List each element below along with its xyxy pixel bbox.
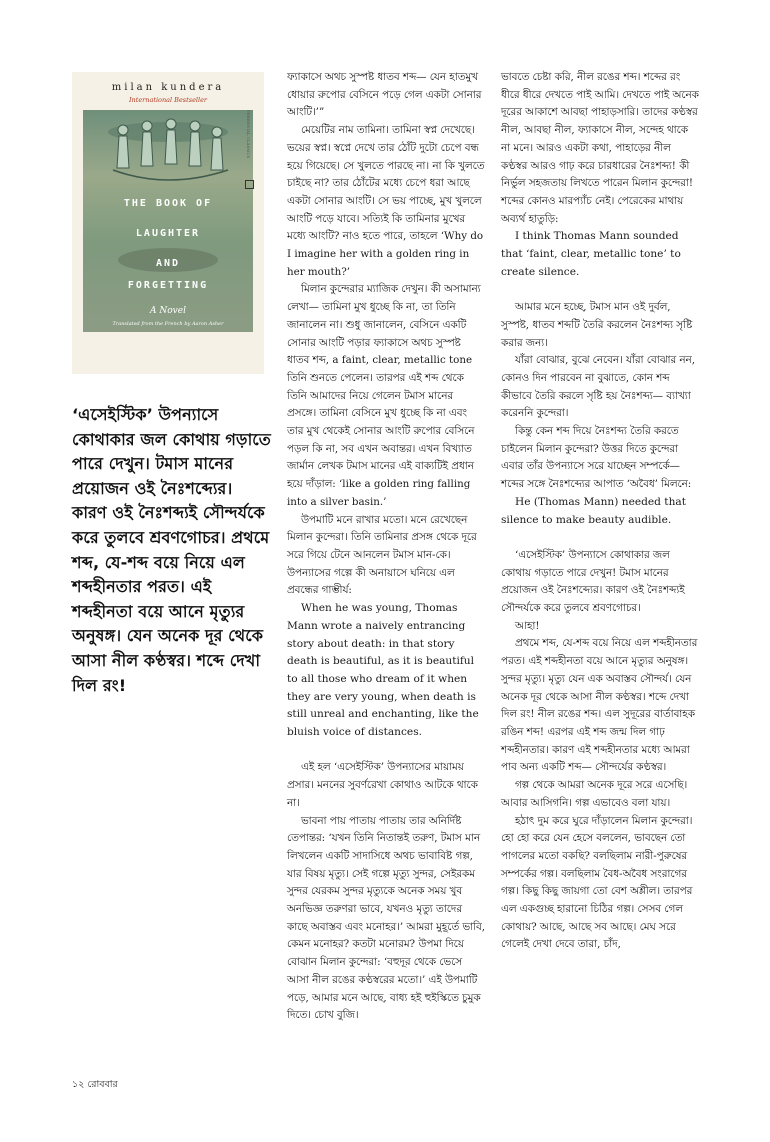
col1-paragraph-4: উপমাটি মনে রাখার মতো। মনে রেখেছেন মিলান কুন্দেরা। তিনি তামিনার প্রসঙ্গ থেকে দূরে সরে গিয়ে টেনে আনলেন টমাস মান-কে। উপন্যাসের গল্পে কী অনায়াসে ঘনিয়ে এল প্রবন্ধের গাম্ভীর্য:	[287, 513, 477, 597]
cover-title-line2: LAUGHTER	[135, 228, 201, 239]
cover-translator: Translated from the French by Aaron Asher	[112, 321, 224, 327]
col1-paragraph-6: এই হল ‘এসেইস্টিক’ উপন্যাসের মায়াময় প্রসার। মননের সুবর্ণরেখা কোথাও আটকে থাকে না।	[287, 761, 478, 809]
publisher-logo-icon	[245, 180, 254, 189]
col2-paragraph-8: আহা!	[515, 619, 540, 632]
cover-tagline: International Bestseller	[128, 96, 208, 104]
cover-title-line3: AND	[155, 258, 181, 269]
col2-paragraph-4: যাঁরা বোঝার, বুঝে নেবেন। যাঁরা বোঝার নন, কোনও দিন পারবেন না বুঝাতে, কোন শব্দ কীভাবে তৈরি করলে সৃষ্টি হয় নৈঃশব্দ্য— ব্যাখ্যা করেননি কুন্দেরা।	[501, 354, 695, 420]
cover-subtitle: A Novel	[150, 306, 186, 316]
cover-author: milan kundera	[111, 82, 225, 93]
book-cover-image	[72, 72, 264, 374]
col2-paragraph-3: আমার মনে হচ্ছে, টমাস মান ওই দুর্বল, সুস্পষ্ট, ধাতব শব্দটি তৈরি করলেন নৈঃশব্দ্য সৃষ্টি করার জন্য।	[501, 301, 693, 349]
article-column-1	[287, 69, 485, 1025]
pull-quote: ‘এসেইস্টিক’ উপন্যাসে কোথাকার জল কোথায় গড়াতে পারে দেখুন। টমাস মানের প্রয়োজন ওই নৈঃশব্দ্যের। কারণ ওই নৈঃশব্দ্যই সৌন্দর্যকে করে তুলবে শ্রবণগোচর। প্রথমে শব্দ, যে-শব্দ বয়ে নিয়ে এল শব্দহীনতার পরত। এই শব্দহীনতা বয়ে আনে মৃত্যুর অনুষঙ্গ। যেন অনেক দূর থেকে আসা নীল কণ্ঠস্বর। শব্দে দেখা দিল রং!	[72, 405, 271, 695]
col1-paragraph-7: ভাবনা পায় পাতায় পাতায় তার অনির্দিষ্ট তেপান্তর: ‘যখন তিনি নিতান্তই তরুণ, টমাস মান লিখলেন একটি সাদাসিধে অথচ ভাবাবিষ্ট গল্প, যার বিষয় মৃত্যু। সেই গল্পে মৃত্যু সুন্দর, সেইরকম সুন্দর যেরকম সুন্দর মৃত্যুকে অনেক সময় খুব অনভিজ্ঞ তরুণরা ভাবে, যখনও মৃত্যু তাদের কাছে অবাস্তব এবং মনোহর।’ আমরা মুহূর্তে ভাবি, কেমন মনোহর? কতটা মনোরম? উপমা দিয়ে বোঝান মিলান কুন্দেরা: ‘বহুদূর থেকে ভেসে আসা নীল রঙের কণ্ঠস্বরের মতো।’ এই উপমাটি পড়ে, আমার মনে আছে, বাধ্য হই হুইস্কিতে চুমুক দিতে। চোখ বুজি।	[287, 814, 485, 1022]
col1-paragraph-1: ফ্যাকাসে অথচ সুস্পষ্ট ধাতব শব্দ— যেন হাতমুখ ধোয়ার রুপোর বেসিনে পড়ে গেল একটা সোনার আংটি।’”	[287, 71, 482, 119]
cover-art	[83, 110, 253, 332]
col2-paragraph-9: প্রথমে শব্দ, যে-শব্দ বয়ে নিয়ে এল শব্দহীনতার পরত। এই শব্দহীনতা বয়ে আনে মৃত্যুর অনুষঙ্গ। সুন্দর মৃত্যু। মৃত্যু যেন এক অবাস্তব সৌন্দর্য। যেন অনেক দূর থেকে আসা নীল কণ্ঠস্বর। শব্দে দেখা দিল রং! নীল রঙের শব্দ। এল সুদূরের বার্তাবাহক রঙিন শব্দ! এরপর এই শব্দ জন্ম দিল গাঢ় শব্দহীনতার। কারণ এই শব্দহীনতার মধ্যে আমরা পাব অন্য একটি শব্দ— সৌন্দর্যের কণ্ঠস্বর।	[501, 637, 698, 774]
col2-paragraph-10: গল্প থেকে আমরা অনেক দূরে সরে এসেছি। আবার আসিগনি। গল্প এভাবেও বলা যায়।	[501, 779, 688, 809]
col1-paragraph-3: মিলান কুন্দেরার ম্যাজিক দেখুন। কী অসামান্য লেখা— তামিনা মুখ ধুচ্ছে কি না, তা তিনি জানালেন না। শুধু জানালেন, বেসিনে একটি সোনার আংটি পড়ার ফ্যাকাসে অথচ সুস্পষ্ট ধাতব শব্দ, a faint, clear, metallic tone তিনি শুনতে পেলেন। তারপর এই শব্দ থেকে তিনি আমাদের নিয়ে গেলেন টমাস মানের প্রসঙ্গে। তামিনা বেসিনে মুখ ধুচ্ছে কি না এবং তার মুখ থেকেই সোনার আংটি রুপোর বেসিনে পড়ল কি না, সব এখন অবান্তর। এখন বিখ্যাত জার্মান লেখক টমাস মানের এই বাক্যটিই প্রধান হয়ে দাঁড়াল: ‘like a golden ring falling into a silver basin.’	[287, 283, 481, 508]
col1-paragraph-2: মেয়েটির নাম তামিনা। তামিনা স্বপ্ন দেখেছে। ভয়ের স্বপ্ন। স্বপ্নে দেখে তার ঠোঁট দুটো চেপে বন্ধ হয়ে গিয়েছে। সে খুলতে পারছে না। না কি খুলতে চাইছে না? তার ঠোঁটের মধ্যে চেপে ধরা আছে একটা সোনার আংটি। সে ভয় পাচ্ছে, মুখ খুললে আংটি পড়ে যাবে। সত্যিই কি তামিনার মুখের মধ্যে আংটি? নাও হতে পারে, তাহলে ‘Why do I imagine her with a golden ring in her mouth?’	[287, 124, 485, 278]
col2-paragraph-7: ‘এসেইস্টিক’ উপন্যাসে কোথাকার জল কোথায় গড়াতে পারে দেখুন! টমাস মানের প্রয়োজন ওই নৈঃশব্দ্যের। কারণ ওই নৈঃশব্দ্যই সৌন্দর্যকে করে তুলবে শ্রবণগোচর।	[501, 548, 685, 615]
cover-title-line4: FORGETTING	[127, 280, 209, 291]
col2-english-quote-2: He (Thomas Mann) needed that silence to make beauty audible.	[501, 495, 686, 526]
cover-title-line1: THE BOOK OF	[123, 198, 213, 209]
col2-paragraph-5: কিন্তু কেন শব্দ দিয়ে নৈঃশব্দ্য তৈরি করতে চাইলেন মিলান কুন্দেরা? উত্তর দিতে কুন্দেরা এবার তাঁর উপন্যাসে সরে যাচ্ছেন সম্পর্কে— শব্দের সঙ্গে নৈঃশব্দ্যের আপাত ‘অবৈধ’ মিলনে:	[501, 425, 692, 491]
col2-paragraph-11: হঠাৎ দুম করে ঘুরে দাঁড়ালেন মিলান কুন্দেরা। হো হো করে যেন হেসে বললেন, ভাবছেন তো পাগলের মতো বকছি? বলছিলাম নারী-পুরুষের সম্পর্কের গল্প। বলছিলাম বৈধ-অবৈধ সংরাগের গল্প। কিছু কিছু জায়গা তো বেশ অশ্লীল। তারপর এল একগুচ্ছ হারানো চিঠির গল্প। সেসব গেল কোথায়? আছে, আছে সব আছে। মেঘ সরে গেলেই দেখা দেবে তারা, চাঁদ,	[501, 814, 693, 951]
col2-paragraph-1: ভাবতে চেষ্টা করি, নীল রঙের শব্দ। শব্দের রং ধীরে ধীরে দেখতে পাই আমি। দেখতে পাই অনেক দূরের আকাশে আবছা পাহাড়সারি। তাদের কণ্ঠস্বর নীল, আবছা নীল, ফ্যাকাসে নীল, সন্দেহ থাকে না মনে। আরও একটা কথা, পাহাড়ের নীল কণ্ঠস্বর আরও গাঢ় করে চারধারের নৈঃশব্দ্য! কী নির্ভুল সহজতায় লিখতে পারেন মিলান কুন্দেরা! শব্দের কোনও মারপ্যাঁচ নেই। পেরেকের মাথায় অব্যর্থ হাতুড়ি:	[501, 71, 699, 225]
col1-english-quote: When he was young, Thomas Mann wrote a naively entrancing story about death: in that story death is beautiful, as it is beautiful to all those who dream of it when they are very young, when death is still unreal and enchanting, like the bluish voice of distances.	[287, 602, 479, 739]
dancing-figures-illustration	[83, 110, 253, 332]
col2-english-quote-1: I think Thomas Mann sounded that ‘faint, clear, metallic tone’ to create silence.	[501, 230, 681, 278]
page-footer: ১২ রোববার	[72, 1079, 118, 1090]
spine-text: PERENNIAL CLASSICS	[246, 110, 251, 159]
article-column-2	[501, 69, 700, 954]
